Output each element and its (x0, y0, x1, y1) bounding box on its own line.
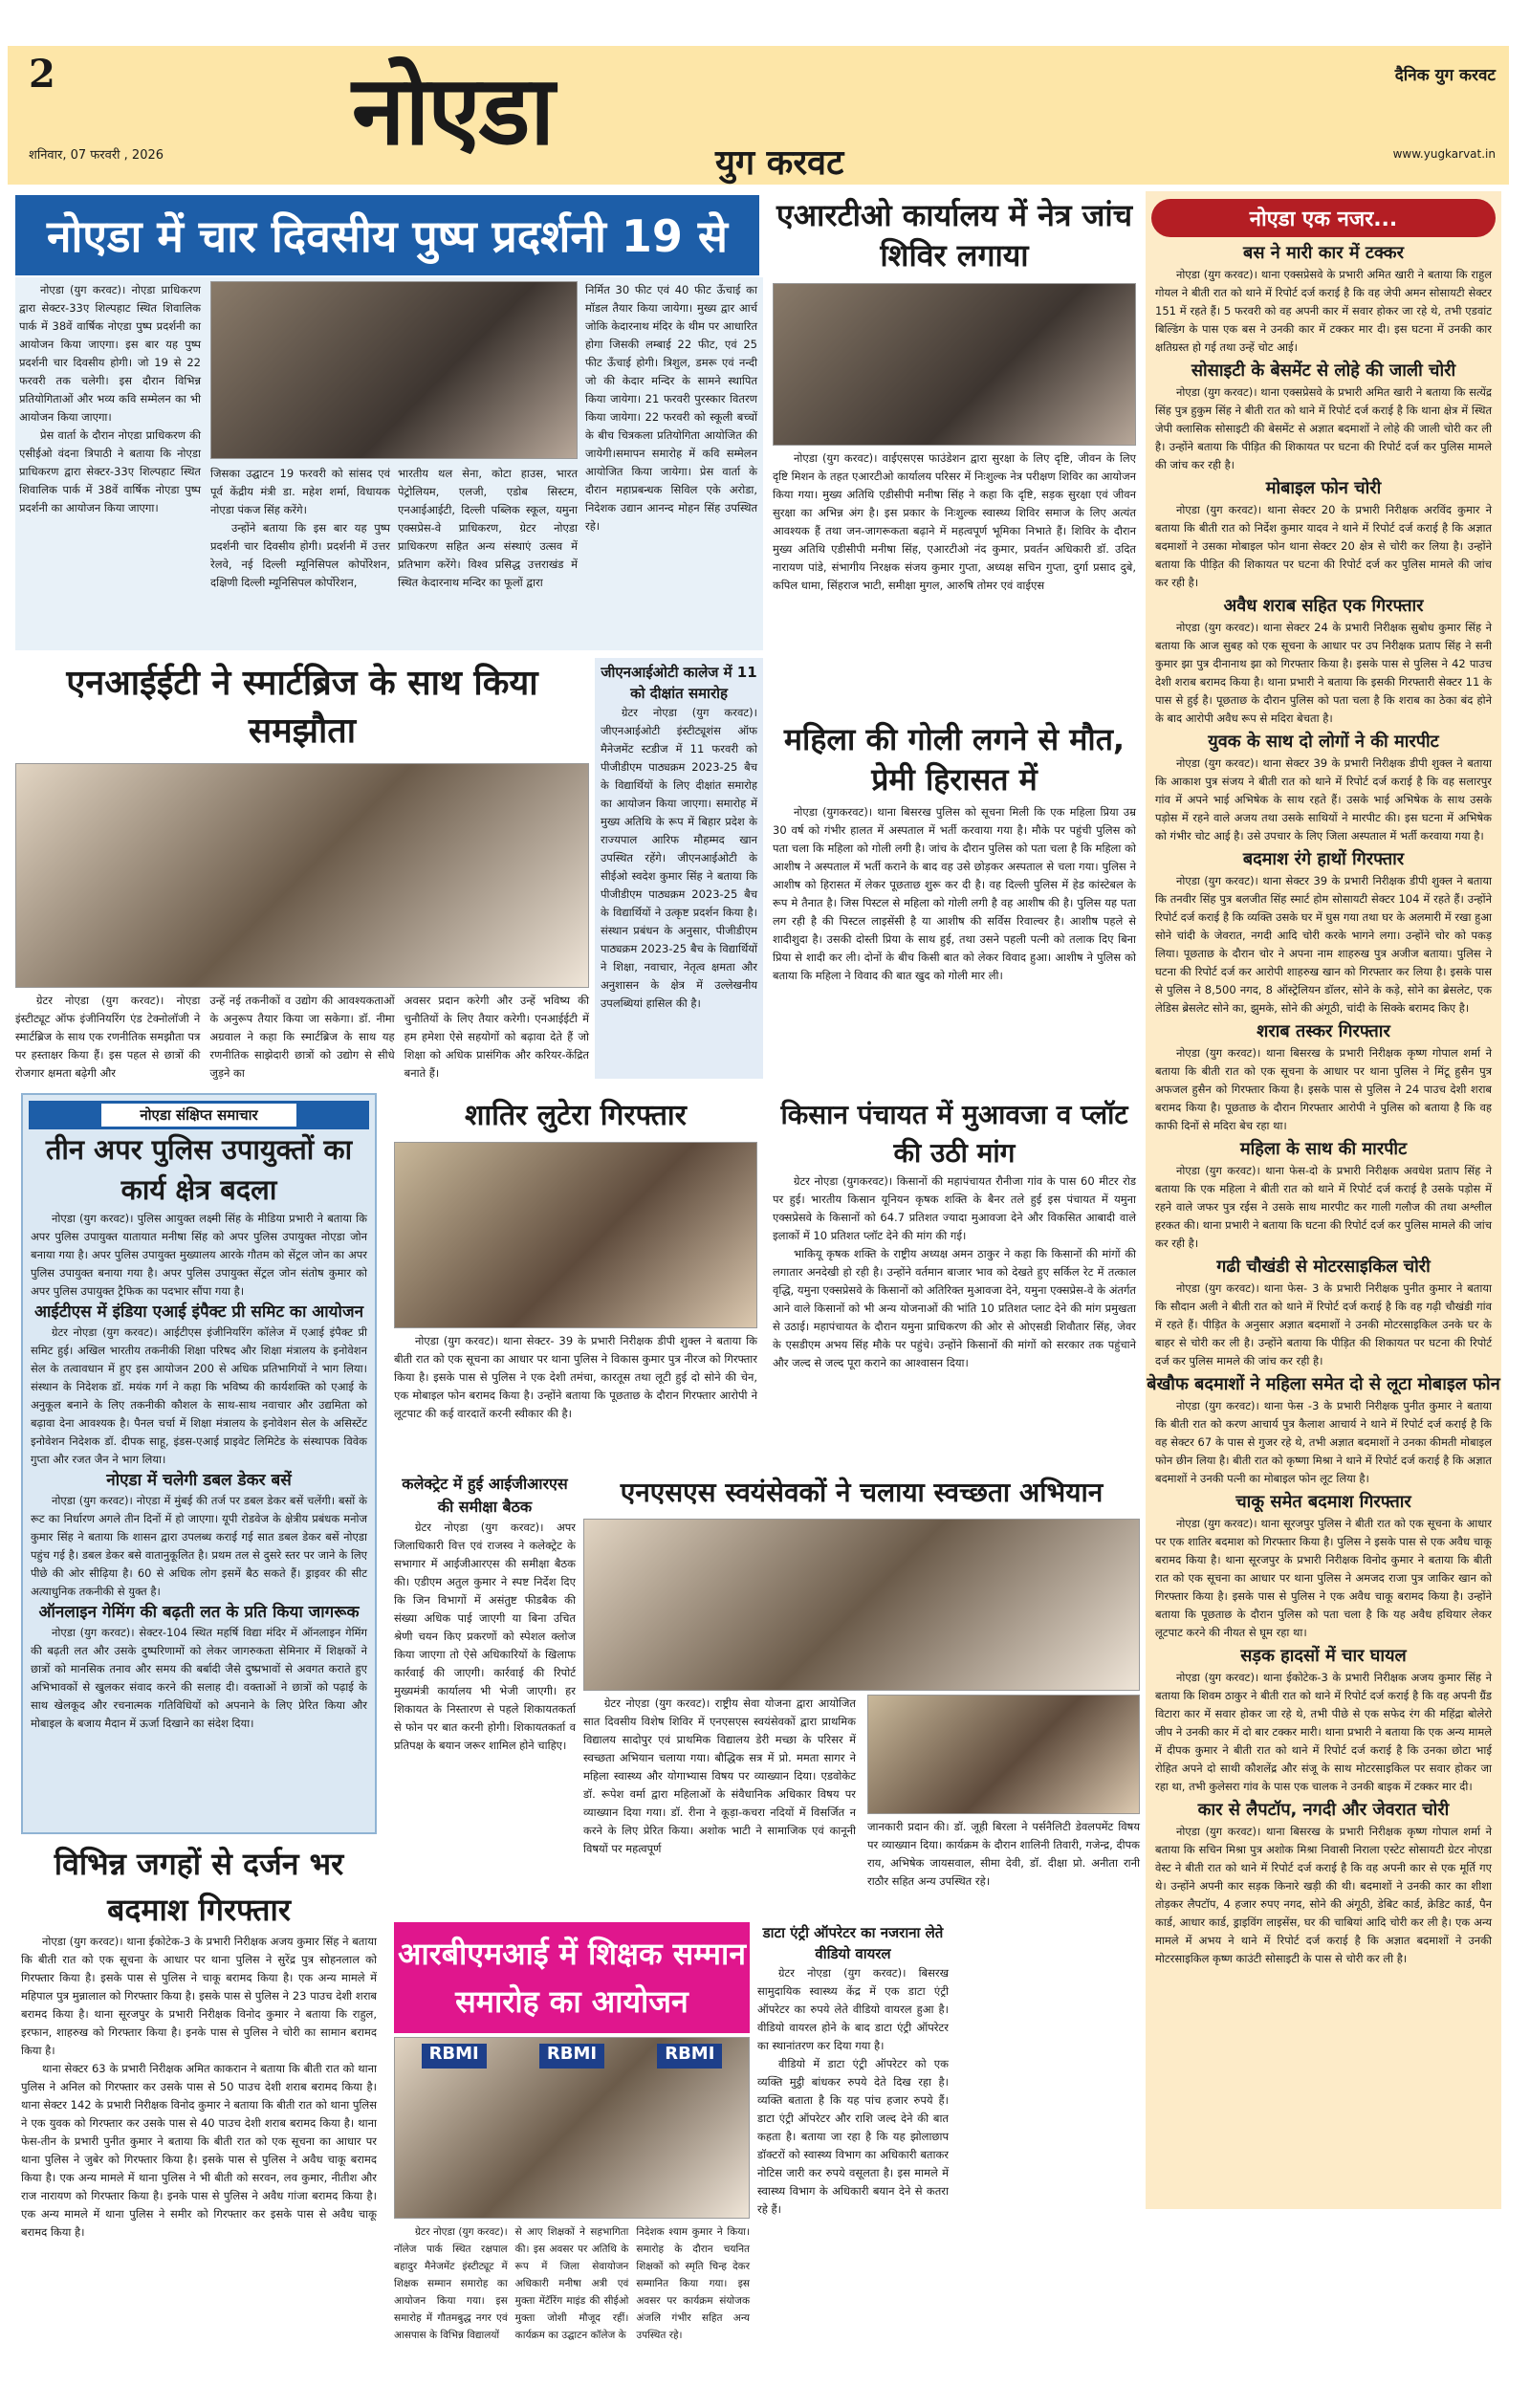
masthead (8, 46, 1509, 185)
section-title: नोएडा (352, 55, 554, 166)
nazar-headline: बेखौफ बदमाशों ने महिला समेत दो से लूटा मोबाइल फोन (1147, 1374, 1500, 1394)
nazar-headline: अवैध शराब सहित एक गिरफ्तार (1223, 596, 1424, 616)
issue-date: शनिवार, 07 फरवरी , 2026 (29, 148, 164, 163)
nazar-headline: मोबाइल फोन चोरी (1265, 478, 1382, 498)
flower-show-col1: नोएडा (युग करवट)। नोएडा प्राधिकरण द्वारा सेक्टर-33ए शिल्पहाट स्थित शिवालिक पार्क में 38वें वार्षिक नोएडा पुष्प प्रदर्शनी का आयोजन किया जाएगा। इस बार यह पुष्प प्रदर्शनी चार दिवसीय होगी। जो 19 से 22 फरवरी तक चलेगी। इस दौरान विभिन्न प्रतियोगिताओं और भव्य कवि सम्मेलन का भी आयोजन किया जाएगा। प्रेस वार्ता के दौरान नोएडा प्राधिकरण की एसीईओ वंदना त्रिपाठी ने बताया कि नोएडा प्राधिकरण द्वारा सेक्टर-33ए शिल्पहाट स्थित शिवालिक पार्क में 38वें वार्षिक नोएडा पुष्प प्रदर्शनी का आयोजन किया जाएगा। (19, 283, 201, 514)
nazar-headline: गढी चौखंडी से मोटरसाइकिल चोरी (1216, 1257, 1431, 1277)
nazar-body: नोएडा (युग करवट)। थाना सेक्टर 24 के प्रभारी निरीक्षक सुबोध कुमार सिंह ने बताया कि आज सुबह को एक सूचना के आधार पर उप निरीक्षक प्रताप सिंह ने सनी कुमार झा पुत्र दीनानाथ झा को गिरफ्तार किया है। इसके पास से पुलिस ने 42 पाउच देशी शराब बरामद किया है। थाना प्रभारी ने बताया कि इसकी गिरफ्तारी सेक्टर 11 के पास से हुई है। पूछताछ के दौरान पुलिस को पता चला है कि शराब का ठेका बंद होने के बाद आरोपी अवैध रूप से मदिरा बेचता है। (1155, 621, 1492, 725)
nazar-body: नोएडा (युग करवट)। थाना फेस-दो के प्रभारी निरीक्षक अवधेश प्रताप सिंह ने बताया कि एक महिला ने बीती रात को थाने में रिपोर्ट दर्ज कराई है उसके पड़ोस में रहने वाले जफर पुत्र रईस ने उसके साथ मारपीट कर गाली गलौज की तथा अश्लील हरकत की। थाना प्रभारी ने बताया कि घटना की रिपोर्ट दर्ज कर पुलिस मामले की जांच कर रही है। (1155, 1164, 1492, 1250)
rbmi-banner-logo: RBMI (657, 2044, 722, 2069)
flower-show-article (15, 277, 763, 650)
arto-photo (773, 283, 1136, 446)
nazar-body: नोएडा (युग करवट)। थाना ईकोटेक-3 के प्रभारी निरीक्षक अजय कुमार सिंह ने बताया कि शिवम ठाकुर ने बीती रात को थाने में रिपोर्ट दर्ज कराई है कि वह अपनी ग्रैंड विटारा कार में सवार होकर जा रहे थे, तभी पीछे से एक सफेद रंग की महिंद्रा बोलेरो जीप ने उनकी कार में दो बार टक्कर मारी। थाना प्रभारी ने बताया कि एक अन्य मामले में दीपक कुमार ने बीती रात को थाने में रिपोर्ट दर्ज कराई है कि उनका छोटा भाई रोहित अपने दो साथी कौशलेंद्र और संजू के साथ मोटरसाइकिल पर सवार होकर जा रहा था, तभी कुलेसरा गांव के पास एक चालक ने उनकी बाइक में टक्कर मार दी। (1155, 1671, 1492, 1793)
nazar-body: नोएडा (युग करवट)। थाना सेक्टर 39 के प्रभारी निरीक्षक डीपी शुक्ल ने बताया कि तनवीर सिंह पुत्र बलजीत सिंह स्मार्ट होम सोसायटी सेक्टर 104 में रहते हैं। उन्होंने रिपोर्ट दर्ज कराई है कि व्यक्ति उसके घर में घुस गया तथा घर के अलमारी में रखा हुआ सोने चांदी के जेवरात, नगदी आदि चोरी करके भागने लगा। उन्होंने चोर को पकड़ लिया। पूछताछ के दौरान चोर ने अपना नाम शाहरुख पुत्र अजीज बताया। पुलिस ने घटना की रिपोर्ट दर्ज कर आरोपी शाहरुख खान को गिरफ्तार कर लिया है। इसके पास से पुलिस ने 8,500 नगद, 8 ऑस्ट्रेलियन डॉलर, सोने के कड़े, सोने का ब्रेसलेट, एक लेडिस ब्रेसलेट सोने का, झुमके, सोने की अंगूठी, चांदी के सिक्के बरामद किए है। (1155, 874, 1492, 1015)
nazar-body: नोएडा (युग करवट)। थाना सूरजपुर पुलिस ने बीती रात को एक सूचना के आधार पर एक शातिर बदमाश को गिरफ्तार किया है। पुलिस ने इसके पास से एक अवैध चाकू बरामद किया है। थाना सूरजपुर के प्रभारी निरीक्षक विनोद कुमार ने बताया कि बीती रात को एक सूचना का आधार पर थाना पुलिस ने अमजद राजा पुत्र जाकिर खान को गिरफ्तार किया है। इसके पास से पुलिस ने एक अवैध चाकू बरामद किया है। उन्होंने बताया कि पूछताछ के दौरान पुलिस को पता चला है कि यह अवैध हथियार लेकर लूटपाट करने की नीयत से घूम रहा था। (1155, 1517, 1492, 1639)
nazar-headline: बदमाश रंगे हाथों गिरफ्तार (1242, 849, 1405, 869)
nazar-headline: शराब तस्कर गिरफ्तार (1257, 1021, 1390, 1041)
igrs-headline: कलेक्ट्रेट में हुई आईजीआरएस की समीक्षा बैठक (402, 1475, 568, 1516)
gniot-article: जीएनआईओटी कालेज में 11 को दीक्षांत समारोह ग्रेटर नोएडा (युग करवट)। जीएनआईओटी इंस्टीट्यूशंस ऑफ मैनेजमेंट स्टडीज में 11 फरवरी को पीजीडीएम पाठ्यक्रम 2023-25 बैच के विद्यार्थियों के लिए दीक्षांत समारोह का आयोजन किया जाएगा। समारोह में मुख्य अतिथि के रूप में बिहार प्रदेश के राज्यपाल आरिफ मौहम्मद खान उपस्थित रहेंगे। जीएनआईओटी के सीईओ स्वदेश कुमार सिंह ने बताया कि पीजीडीएम पाठ्यक्रम 2023-25 बैच के विद्यार्थियों ने उत्कृष्ट प्रदर्शन किया है। संस्थान प्रबंधन के अनुसार, पीजीडीएम पाठ्यक्रम 2023-25 बैच के विद्यार्थियों ने शिक्षा, नवाचार, नेतृत्व क्षमता और अनुशासन के क्षेत्र में उल्लेखनीय उपलब्धियां हासिल की है। (595, 658, 763, 1079)
nazar-list (1146, 241, 1501, 1968)
nazar-body: नोएडा (युग करवट)। थाना बिसरख के प्रभारी निरीक्षक कृष्ण गोपाल शर्मा ने बताया कि बीती रात को एक सूचना के आधार पर थाना पुलिस ने मिंटू हुसैन पुत्र अफजल हुसैन को गिरफ्तार किया है। इसके पास से पुलिस ने 24 पाउच देशी शराब बरामद किया है। पूछताछ के दौरान गिरफ्तार आरोपी ने पुलिस को बताया है कि वह काफी दिनों से मदिरा बेच रहा था। (1155, 1046, 1492, 1132)
rbmi-photo (394, 2037, 750, 2219)
nazar-headline: बस ने मारी कार में टक्कर (1243, 243, 1404, 263)
robber-photo (394, 1142, 757, 1328)
nazar-body: नोएडा (युग करवट)। थाना एक्सप्रेसवे के प्रभारी अमित खारी ने बताया कि राहुल गोयल ने बीती रात को थाने में रिपोर्ट दर्ज कराई है कि वह जेपी अमन सोसायटी सेक्टर 151 में रहते हैं। 5 फरवरी को वह अपनी कार में सवार होकर जा रहे थे, तभी एडवांट बिल्डिंग के पास एक बस ने उनकी कार में टक्कर मार दी। इस घटना में उनकी कार क्षतिग्रस्त हो गई तथा उन्हें चोट आई। (1155, 268, 1492, 354)
nss-headline: एनएसएस स्वयंसेवकों ने चलाया स्वच्छता अभियान (620, 1477, 1104, 1508)
nazar-body: नोएडा (युग करवट)। थाना सेक्टर 20 के प्रभारी निरीक्षक अरविंद कुमार ने बताया कि बीती रात को निर्देश कुमार यादव ने थाने में रिपोर्ट दर्ज कराई है कि अज्ञात बदमाशों ने उसका मोबाइल फोन थाना सेक्टर 20 क्षेत्र से चोरी कर लिया है। उन्होंने बताया कि पीड़ित की शिकायत पर घटना की रिपोर्ट दर्ज कर पुलिस मामले की जांच कर रही है। (1155, 503, 1492, 589)
criminals-article: विभिन्न जगहों से दर्जन भर बदमाश गिरफ्तार नोएडा (युग करवट)। थाना ईकोटेक-3 के प्रभारी निरीक्षक अजय कुमार सिंह ने बताया कि बीती रात को एक सूचना के आधार पर थाना पुलिस ने सुरेंद्र पुत्र सोहनलाल को गिरफ्तार किया है। इसके पास से पुलिस ने चाकू बरामद किया है। एक अन्य मामले में महिपाल पुत्र मुन्नालाल को गिरफ्तार किया है। इसके पास से पुलिस ने 23 पाउच देशी शराब बरामद किया है। थाना सूरजपुर के प्रभारी निरीक्षक विनोद कुमार ने बताया कि राहुल, इरफान, शाहरुख को गिरफ्तार किया है। इनके पास से पुलिस ने चोरी का सामान बरामद किया है। थाना सेक्टर 63 के प्रभारी निरीक्षक अमित काकरान ने बताया कि बीती रात को थाना पुलिस ने अनिल को गिरफ्तार कर उसके पास से 50 पाउच देशी शराब बरामद किया है। थाना सेक्टर 142 के प्रभारी निरीक्षक विनोद कुमार ने बताया कि बीती रात को थाना पुलिस ने एक युवक को गिरफ्तार कर उसके पास से 40 पाउच देशी शराब बरामद किया है। थाना फेस-तीन के प्रभारी पुनीत कुमार ने बताया कि बीती रात को एक सूचना का आधार पर थाना पुलिस ने जुबेर को गिरफ्तार किया है। इसके पास से पुलिस ने अवैध चाकू बरामद किया है। एक अन्य मामले में थाना पुलिस ने भी बीती को सरवन, लव कुमार, नीतीश और राज नारायण को गिरफ्तार किया है। इनके पास से पुलिस ने अवैध गांजा बरामद किया है। एक अन्य मामले में थाना पुलिस ने समीर को गिरफ्तार कर इसके पास से अवैध चाकू बरामद किया है। (21, 1841, 377, 2242)
nss-photo (583, 1519, 1140, 1691)
robber-headline: शातिर लुटेरा गिरफ्तार (465, 1099, 687, 1132)
nazar-headline: सड़क हादसों में चार घायल (1240, 1646, 1407, 1666)
noida-ek-nazar-label: नोएडा एक नजर... (1151, 199, 1496, 237)
brief-news-header: नोएडा संक्षिप्त समाचार (29, 1101, 369, 1129)
flower-show-col2: जिसका उद्घाटन 19 फरवरी को सांसद एवं पूर्व केंद्रीय मंत्री डा. महेश शर्मा, विधायक नोएडा पंकज सिंह करेंगे। उन्होंने बताया कि इस बार यह पुष्प प्रदर्शनी चार दिवसीय होगी। प्रदर्शनी में उत्तर रेलवे, नई दिल्ली म्यूनिसिपल कोर्पोरेशन, दक्षिणी दिल्ली म्यूनिसिपल कोर्पोरेशन, (210, 467, 390, 589)
kisan-article: किसान पंचायत में मुआवजा व प्लॉट की उठी मांग ग्रेटर नोएडा (युगकरवट)। किसानों की महापंचायत रौनीजा गांव के पास 60 मीटर रोड पर हुई। भारतीय किसान यूनियन कृषक शक्ति के बैनर तले हुई इस पंचायत में यमुना एक्सप्रेसवे के किसानों को 64.7 प्रतिशत ज्यादा मुआवजा देने और विकसित आबादी वाले इलाकों में 10 प्रतिशत प्लॉट देने की मांग की गई। भाकियू कृषक शक्ति के राष्ट्रीय अध्यक्ष अमन ठाकुर ने कहा कि किसानों की मांगों की लगातार अनदेखी हो रही है। उन्होंने वर्तमान बाजार भाव को देखते हुए सर्किल रेट में तत्काल वृद्धि, यमुना एक्सप्रेसवे के किसानों को अतिरिक्त मुआवजा देने, यमुना एक्सप्रेस-वे के अंतर्गत आने वाले किसानों को भी अन्य योजनाओं की भांति 10 प्रतिशत प्लाट देने की मांग प्रमुखता से उठाई। महापंचायत के दौरान यमुना प्राधिकरण की ओर से ओएसडी शिवौतार सिंह, जेवर के एसडीएम अभय सिंह मौके पर पहुंचे। उन्होंने किसानों की मांगों को सरकार तक पहुंचाने और जल्द से जल्द पूरा कराने का आश्वासन दिया। (773, 1096, 1136, 1372)
flower-show-col3: भारतीय थल सेना, कोटा हाउस, भारत पेट्रोलियम, एलजी, एडोब सिस्टम, एनआईआईटी, दिल्ली पब्लिक स्कूल, यमुना एक्सप्रेस-वे प्राधिकरण, ग्रेटर नोएडा प्राधिकरण सहित अन्य संस्थाएं उत्सव में प्रतिभाग करेंगे। विश्व प्रसिद्ध उत्तराखंड में स्थित केदारनाथ मन्दिर का फूलों द्वारा (398, 467, 578, 589)
igrs-article: कलेक्ट्रेट में हुई आईजीआरएस की समीक्षा बैठक ग्रेटर नोएडा (युग करवट)। अपर जिलाधिकारी वित्त एवं राजस्व ने कलेक्ट्रेट के सभागार में आईजीआरएस की समीक्षा बैठक की। एडीएम अतुल कुमार ने स्पष्ट निर्देश दिए कि जिन विभागों में असंतुष्ट फीडबैक की संख्या अधिक पाई जाएगी या बिना उचित श्रेणी चयन किए प्रकरणों को स्पेशल क्लोज किया जाएगा तो ऐसे अधिकारियों के खिलाफ कार्रवाई की जाएगी। कार्रवाई की रिपोर्ट मुख्यमंत्री कार्यालय भी भेजी जाएगी। हर शिकायत के निस्तारण से पहले शिकायतकर्ता से फोन पर बात करनी होगी। शिकायतकर्ता व प्रतिपक्ष के बयान जरूर शामिल होने चाहिए। (394, 1475, 576, 1752)
woman-shot-article: महिला की गोली लगने से मौत, प्रेमी हिरासत में नोएडा (युगकरवट)। थाना बिसरख पुलिस को सूचना मिली कि एक महिला प्रिया उम्र 30 वर्ष को गंभीर हालत में अस्पताल में भर्ती करवाया गया है। मौके पर पहुंची पुलिस को पता चला कि महिला को गोली लगी है। जांच के दौरान पुलिस को पता चला है कि महिला को आशीष ने अस्पताल में भर्ती कराने के बाद वह उसे छोड़कर अस्पताल से चला गया। पुलिस ने आशीष को हिरासत में लेकर पूछताछ शुरू कर दी है। वह दिल्ली पुलिस में हेड कांस्टेबल के रूप मे तैनात है। जिस पिस्टल से महिला को गोली लगी है वह आशीष की है। पुलिस यह पता लग रही है की पिस्टल लाइसेंसी है या आशीष की सर्विस रिवाल्वर है। आशीष पहले से शादीशुदा है। उसकी दोस्ती प्रिया के साथ हुई, तथा उसने पहली पत्नी को तलाक दिए बिना प्रिया से शादी कर ली। दोनों के बीच किसी बात को लेकर विवाद हुआ। आशीष ने पुलिस को बताया कि महिला ने विवाद की बात खुद को गोली मार ली। (773, 721, 1136, 982)
niet-headline: एनआईईटी ने स्मार्टब्रिज के साथ किया समझौता (66, 664, 538, 751)
criminals-headline: विभिन्न जगहों से दर्जन भर बदमाश गिरफ्तार (54, 1846, 344, 1928)
rbmi-article: ग्रेटर नोएडा (युग करवट)। नॉलेज पार्क स्थित रक्षपाल बहादुर मैनेजमेंट इंस्टीट्यूट में शिक्षक सम्मान समारोह का आयोजन किया गया। इस समारोह में गौतमबुद्ध नगर एवं आसपास के विभिन्न विद्यालयों से आए शिक्षकों ने सहभागिता की। इस अवसर पर अतिथि के रूप में जिला सेवायोजन अधिकारी मनीषा अत्री एवं मुक्ता मेंटॅरिंग माइंड की सीईओ मुक्ता जोशी मौजूद रहीं। कार्यक्रम का उद्घाटन कॉलेज के निदेशक श्याम कुमार ने किया। समारोह के दौरान चयनित शिक्षकों को स्मृति चिन्ह देकर सम्मानित किया गया। इस अवसर पर कार्यक्रम संयोजक अंजलि गंभीर सहित अन्य उपस्थित रहे। (394, 2226, 751, 2341)
nazar-headline: युवक के साथ दो लोगों ने की मारपीट (1208, 732, 1439, 752)
nazar-headline: चाकू समेत बदमाश गिरफ्तार (1235, 1492, 1411, 1512)
rbmi-banner-logo: RBMI (539, 2044, 604, 2069)
rbmi-headline: आरबीएमआई में शिक्षक सम्मान समारोह का आयोजन (394, 1922, 750, 2033)
nazar-headline: महिला के साथ की मारपीट (1239, 1139, 1408, 1159)
flower-show-col4: निर्मित 30 फीट एवं 40 फीट ऊँचाई का मॉडल तैयार किया जायेगा। मुख्य द्वार आर्च जोकि केदारनाथ मंदिर के थीम पर आधारित होगा जिसकी लम्बाई 22 फीट, एवं 25 फीट ऊँचाई होगी। त्रिशुल, डमरू एवं नन्दी जो की केदार मन्दिर के सामने स्थापित किया जायेगा। 21 फरवरी पुरस्कार वितरण किया जायेगा। 22 फरवरी को स्कूली बच्चों के बीच चित्रकला प्रतियोगिता आयोजित की जायेगी।समापन समारोह में कवि सम्मेलन आयोजित किया जायेगा। प्रेस वार्ता के दौरान महाप्रबन्धक सिविल एके अरोडा, निदेशक उद्यान आनन्द मोहन सिंह उपस्थित रहे। (585, 283, 757, 533)
flower-show-headline: नोएडा में चार दिवसीय पुष्प प्रदर्शनी 19 से (15, 195, 759, 275)
kisan-headline: किसान पंचायत में मुआवजा व प्लॉट की उठी मांग (780, 1099, 1128, 1169)
data-entry-article: डाटा एंट्री ऑपरेटर का नजराना लेते वीडियो वायरल ग्रेटर नोएडा (युग करवट)। बिसरख सामुदायिक स्वास्थ्य केंद्र में एक डाटा एंट्री ऑपरेटर का रुपये लेते वीडियो वायरल हुआ है। वीडियो वायरल होने के बाद डाटा एंट्री ऑपरेटर का स्थानांतरण कर दिया गया है। वीडियो में डाटा एंट्री ऑपरेटर को एक व्यक्ति मुट्ठी बांधकर रुपये देते दिख रहा है। व्यक्ति बताता है कि यह पांच हजार रुपये हैं। डाटा एंट्री ऑपरेटर और राशि जल्द देने की बात कहता है। बताया जा रहा है कि यह झोलाछाप डॉक्टरों को स्वास्थ्य विभाग का अधिकारी बताकर नोटिस जारी कर रुपये वसूलता है। इस मामले में स्वास्थ्य विभाग के अधिकारी बयान देने से कतरा रहे हैं। (757, 1924, 949, 2216)
brief-headline-1: आईटीएस में इंडिया एआई इंपैक्ट प्री समिट का आयोजन (33, 1303, 363, 1322)
nazar-headline: सोसाइटी के बेसमेंट से लोहे की जाली चोरी (1191, 361, 1456, 381)
nss-article: एनएसएस स्वयंसेवकों ने चलाया स्वच्छता अभियान ग्रेटर नोएडा (युग करवट)। राष्ट्रीय सेवा योजना द्वारा आयोजित सात दिवसीय विशेष शिविर में एनएसएस स्वयंसेवकों द्वारा प्राथमिक विद्यालय सादोपुर एवं प्राथमिक विद्यालय डेरी मच्छा के परिसर में स्वच्छता अभियान चलाया गया। बौद्धिक सत्र में प्रो. ममता सागर ने महिला स्वास्थ्य और योगाभ्यास विषय पर व्याख्यान दिया। एडवोकेट डॉ. रूपेश वर्मा द्वारा महिलाओं के संवैधानिक अधिकार विषय पर व्याख्यान दिया गया। डॉ. रीना ने कूड़ा-कचरा नदियों में विसर्जित न करने के लिए प्रेरित किया। अशोक भाटी ने सामाजिक एवं कानूनी विषयों पर महत्वपूर्ण जानकारी प्रदान की। डॉ. जूही बिरला ने पर्सनैलिटी डेवलपमेंट विषय पर व्याख्यान दिया। कार्यक्रम के दौरान शालिनी तिवारी, गजेन्द्र, दीपक राय, अभिषेक जायसवाल, सीमा देवी, डॉ. दीक्षा प्रो. अनीता रानी राठौर सहित अन्य उपस्थित रहे। (583, 1473, 1140, 1891)
nazar-body: नोएडा (युग करवट)। थाना एक्सप्रेसवे के प्रभारी अमित खारी ने बताया कि सत्येंद्र सिंह पुत्र हुकुम सिंह ने बीती रात को थाने में रिपोर्ट दर्ज कराई है कि थाना क्षेत्र में स्थित जेपी क्लासिक सोसाइटी की बेसमेंट से अज्ञात बदमाशों ने लोहे की जाली चोरी कर ली है। उन्होंने बताया कि पीड़ित की शिकायत पर घटना की रिपोर्ट दर्ज कर पुलिस मामले की जांच कर रही है। (1155, 385, 1492, 471)
nazar-body: नोएडा (युग करवट)। थाना फेस -3 के प्रभारी निरीक्षक पुनीत कुमार ने बताया कि बीती रात को करण आचार्य पुत्र कैलाश आचार्य ने थाने में रिपोर्ट दर्ज कराई है कि वह सेक्टर 67 के पास से गुजर रहे थे, तभी अज्ञात बदमाशों ने उनका कीमती मोबाइल फोन छीन लिया है। बीती रात को कृष्णा मिश्रा ने थाने में रिपोर्ट दर्ज कराई है कि अज्ञात बदमाशों ने उनकी पत्नी का मोबाइल फोन लूट लिया है। (1155, 1399, 1492, 1485)
data-entry-headline: डाटा एंट्री ऑपरेटर का नजराना लेते वीडियो वायरल (762, 1924, 944, 1962)
woman-shot-headline: महिला की गोली लगने से मौत, प्रेमी हिरासत में (783, 721, 1126, 798)
niet-article: एनआईईटी ने स्मार्टब्रिज के साथ किया समझौता ग्रेटर नोएडा (युग करवट)। नोएडा इंस्टीट्यूट ऑफ इंजीनियरिंग एंड टेक्नोलॉजी ने स्मार्टब्रिज के साथ एक रणनीतिक समझौता पत्र पर हस्ताक्षर किया हैं। इस पहल से छात्रों की रोजगार क्षमता बढ़ेगी और उन्हें नई तकनीकों व उद्योग की आवश्यकताओं के अनुरूप तैयार किया जा सकेगा। डॉ. नीमा अग्रवाल ने कहा कि स्मार्टब्रिज के साथ यह रणनीतिक साझेदारी छात्रों को उद्योग से सीधे जुड़ने का अवसर प्रदान करेगी और उन्हें भविष्य की चुनौतियों के लिए तैयार करेगी। एनआईईटी में हम हमेशा ऐसे सहयोगों को बढ़ावा देते हैं जो शिक्षा को अधिक प्रासंगिक और करियर-केंद्रित बनाते हैं। (15, 660, 589, 1083)
nss-rally-photo (867, 1695, 1140, 1814)
website-link[interactable]: www.yugkarvat.in (1392, 147, 1496, 161)
nazar-body: नोएडा (युग करवट)। थाना सेक्टर 39 के प्रभारी निरीक्षक डीपी शुक्ल ने बताया कि आकाश पुत्र संजय ने बीती रात को थाने में रिपोर्ट दर्ज कराई है कि वह सलारपुर गांव में अपने भाई अभिषेक के साथ रहते हैं। उसके भाई अभिषेक के साथ उसके पड़ोस में रहने वाले अजय तथा उसके साथियों ने मारपीट की। इस घटना में अभिषेक को गंभीर चोट आई है। उसे उपचार के लिए जिला अस्पताल में भर्ती करवाया गया है। (1155, 756, 1492, 843)
brief-headline-3: ऑनलाइन गेमिंग की बढ़ती लत के प्रति किया जागरूक (38, 1603, 360, 1622)
page-number: 2 (29, 52, 55, 97)
paper-subtitle: युग करवट (715, 143, 844, 183)
robber-article: शातिर लुटेरा गिरफ्तार नोएडा (युग करवट)। थाना सेक्टर- 39 के प्रभारी निरीक्षक डीपी शुक्ल ने बताया कि बीती रात को एक सूचना का आधार पर थाना पुलिस ने विकास कुमार पुत्र नीरज को गिरफ्तार किया है। इसके पास से पुलिस ने एक देशी तमंचा, कारतूस तथा लूटी हुई दो सोने की चेन, एक मोबाइल फोन बरामद किया है। उन्होंने बताया कि पूछताछ के दौरान गिरफ्तार आरोपी ने लूटपाट की कई वारदातें करनी स्वीकार की है। (394, 1096, 757, 1423)
flower-show-photo (210, 281, 578, 459)
rbmi-banner-logo: RBMI (422, 2044, 487, 2069)
niet-photo (15, 763, 589, 988)
gniot-headline: जीएनआईओटी कालेज में 11 को दीक्षांत समारोह (601, 664, 757, 702)
arto-headline: एआरटीओ कार्यालय में नेत्र जांच शिविर लगाया (776, 197, 1133, 274)
nazar-body: नोएडा (युग करवट)। थाना बिसरख के प्रभारी निरीक्षक कृष्ण गोपाल शर्मा ने बताया कि सचिन मिश्रा पुत्र अशोक मिश्रा निवासी निराला एस्टेट सोसायटी ग्रेटर नोएडा वेस्ट ने बीती रात को थाने में रिपोर्ट दर्ज कराई है कि वह अपनी कार से एक मूर्ति गए थे। उन्होंने अपनी कार सड़क किनारे खड़ी की थी। बदमाशों ने उनकी कार का शीशा तोड़कर लैपटॉप, 4 हजार रुपए नगद, सोने की अंगूठी, डेबिट कार्ड, क्रेडिट कार्ड, पैन कार्ड, आधार कार्ड, ड्राइविंग लाइसेंस, घर की चाबियां आदि चोरी कर ली है। एक अन्य मामले में अभय ने थाने में रिपोर्ट दर्ज कराई है कि अज्ञात बदमाशों ने उनकी मोटरसाइकिल कृष्ण काउंटी सोसाइटी के पास से चोरी कर ली है। (1155, 1825, 1492, 1965)
paper-name: दैनिक युग करवट (1394, 66, 1496, 85)
arto-article: एआरटीओ कार्यालय में नेत्र जांच शिविर लगाया नोएडा (युग करवट)। वाईएसएस फाउंडेशन द्वारा सुरक्षा के लिए दृष्टि, जीवन के लिए दृष्टि मिशन के तहत एआरटीओ कार्यालय परिसर में निःशुल्क नेत्र परीक्षण शिविर का आयोजन किया गया। मुख्य अतिथि एडीसीपी मनीषा सिंह ने कहा कि दृष्टि, सड़क सुरक्षा एवं जीवन सुरक्षा का अभिन्न अंग है। इस प्रकार के निःशुल्क स्वास्थ्य शिविर समाज के लिए अत्यंत आवश्यक हैं तथा जन-जागरूकता बढ़ाने में महत्वपूर्ण भूमिका निभाते हैं। शिविर के दौरान मुख्य अतिथि एडीसीपी मनीषा सिंह, एआरटीओ नंद कुमार, प्रवर्तन अधिकारी डॉ. उदित नारायण पांडे, संभागीय निरक्षक संजय कुमार गुप्ता, अध्यक्ष सचिन गुप्ता, दुर्गा प्रसाद दुबे, कपिल धामा, सिंहराज भाटी, समीक्षा मुगल, आरुषि तोमर एवं वाईएस (773, 197, 1136, 592)
nazar-headline: कार से लैपटॉप, नगदी और जेवरात चोरी (1197, 1800, 1450, 1820)
nazar-body: नोएडा (युग करवट)। थाना फेस- 3 के प्रभारी निरीक्षक पुनीत कुमार ने बताया कि सौदान अली ने बीती रात को थाने में रिपोर्ट दर्ज कराई है कि वह गढ़ी चौखंडी गांव में रहते हैं। पीड़ित के अनुसार अज्ञात बदमाशों ने उनकी मोटरसाइकिल उनके घर के बाहर से चोरी कर ली है। उन्होंने बताया कि पीड़ित की शिकायत पर घटना की रिपोर्ट दर्ज कर पुलिस मामले की जांच कर रही है। (1155, 1281, 1492, 1368)
noida-ek-nazar-column (1146, 191, 1501, 2209)
brief-headline-2: नोएडा में चलेगी डबल डेकर बसें (106, 1471, 292, 1490)
brief-news-box: नोएडा संक्षिप्त समाचार तीन अपर पुलिस उपायुक्तों का कार्य क्षेत्र बदला नोएडा (युग करवट)। पुलिस आयुक्त लक्ष्मी सिंह के मीडिया प्रभारी ने बताया कि अपर पुलिस उपायुक्त यातायात मनीषा सिंह को अपर पुलिस उपायुक्त नोएडा जोन बनाया गया है। अपर पुलिस उपायुक्त मुख्यालय आरके गौतम को सेंट्रल जोन का अपर पुलिस उपायुक्त बनाया गया है। अपर पुलिस उपायुक्त सेंट्रल जोन संतोष कुमार को अपर पुलिस उपायुक्त ट्रैफिक का पदभार सौंपा गया है। आईटीएस में इंडिया एआई इंपैक्ट प्री समिट का आयोजन ग्रेटर नोएडा (युग करवट)। आईटीएस इंजीनियरिंग कॉलेज में एआई इंपैक्ट प्री समिट हुई। अखिल भारतीय तकनीकी शिक्षा परिषद और शिक्षा मंत्रालय के इनोवेशन सेल के तत्वावधान में हुए इस आयोजन 200 से अधिक प्रतिभागियों ने भाग लिया। संस्थान के निदेशक डॉ. मयंक गर्ग ने कहा कि भविष्य की कार्यशक्ति को एआई के अनुकूल बनाने के लिए तकनीकी कौशल के साथ-साथ नवाचार और उद्यमिता को बढ़ावा देना आवश्यक है। पैनल चर्चा में शिक्षा मंत्रालय के इनोवेशन सेल के असिस्टेंट इनोवेशन निदेशक डॉ. दीपक साहू, इंडस-एआई प्राइवेट लिमिटेड के संस्थापक विवेक गुप्ता और रजत जैन ने भाग लिया। नोएडा में चलेगी डबल डेकर बसें नोएडा (युग करवट)। नोएडा में मुंबई की तर्ज पर डबल डेकर बसें चलेंगी। बसों के रूट का निर्धारण अगले तीन दिनों में हो जाएगा। यूपी रोडवेज के क्षेत्रीय प्रबंधक मनोज कुमार सिंह ने बताया कि शासन द्वारा उपलब्ध कराई गई सात डबल डेकर बसें नोएडा पहुंच गई है। डबल डेकर बसे वातानुकूलित है। प्रथम तल से दुसरे स्तर पर जाने के लिए पीछे की ओर सीढ़िया है। 60 से अधिक लोग इसमें बैठ सकते हैं। ड्राइवर की सीट अत्याधुनिक तकनीकी से युक्त है। ऑनलाइन गेमिंग की बढ़ती लत के प्रति किया जागरूक नोएडा (युग करवट)। सेक्टर-104 स्थित महर्षि विद्या मंदिर में ऑनलाइन गेमिंग की बढ़ती लत और उसके दुष्परिणामों को लेकर जागरुकता सेमिनार में शिक्षकों ने छात्रों को मानसिक तनाव और समय की बर्बादी जैसे दुष्प्रभावों से अवगत कराते हुए अभिभावकों से खुलकर संवाद करने की सलाह दी। वक्ताओं ने छात्रों को पढ़ाई के साथ खेलकूद और रचनात्मक गतिविधियों को अपनाने के लिए प्रेरित किया और मोबाइल के बजाय मैदान में ऊर्जा दिखाने का संदेश दिया। (21, 1093, 377, 1834)
brief-headline-0: तीन अपर पुलिस उपायुक्तों का कार्य क्षेत्र बदला (45, 1133, 353, 1206)
